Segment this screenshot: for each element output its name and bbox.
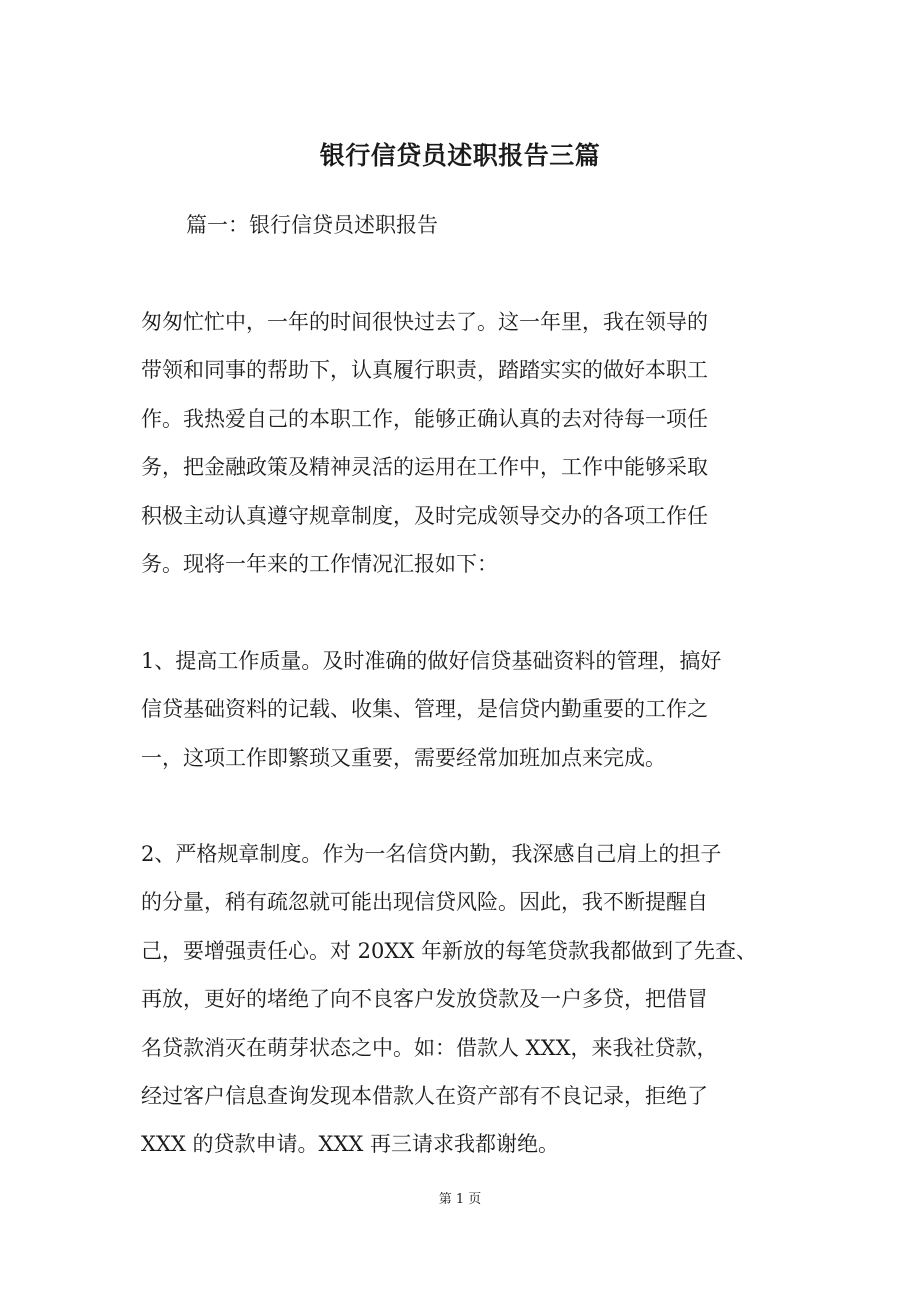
text-line: XXX 的贷款申请。XXX 再三请求我都谢绝。 [141,1132,560,1157]
paragraph-item-1 [141,637,801,782]
paragraph-item-2 [141,830,801,1169]
text-line: 的分量，稍有疏忽就可能出现信贷风险。因此，我不断提醒自 [141,890,708,915]
text-line: 务，把金融政策及精神灵活的运用在工作中，工作中能够采取 [141,455,708,480]
text-line: 务。现将一年来的工作情况汇报如下： [141,551,498,576]
text-line: 己，要增强责任心。对 20XX 年新放的每笔贷款我都做到了先查、 [141,938,757,963]
text-line: 带领和同事的帮助下，认真履行职责，踏踏实实的做好本职工 [141,358,708,383]
text-line: 1、提高工作质量。及时准确的做好信贷基础资料的管理，搞好 [141,649,722,673]
paragraph-intro [141,298,801,588]
text-line: 信贷基础资料的记载、收集、管理，是信贷内勤重要的工作之 [141,697,708,722]
text-line: 匆匆忙忙中，一年的时间很快过去了。这一年里，我在领导的 [141,310,708,334]
text-line: 一，这项工作即繁琐又重要，需要经常加班加点来完成。 [141,745,666,770]
section-heading: 篇一：银行信贷员述职报告 [186,213,438,237]
text-line: 积极主动认真遵守规章制度，及时完成领导交办的各项工作任 [141,503,708,528]
text-line: 再放，更好的堵绝了向不良客户发放贷款及一户多贷，把借冒 [141,987,708,1012]
page-number: 第 1 页 [438,1192,482,1207]
document-title: 银行信贷员述职报告三篇 [319,141,601,170]
text-line: 2、严格规章制度。作为一名信贷内勤，我深感自己肩上的担子 [141,842,722,866]
text-line: 经过客户信息查询发现本借款人在资产部有不良记录，拒绝了 [141,1083,708,1108]
text-line: 名贷款消灭在萌芽状态之中。如：借款人 XXX，来我社贷款， [141,1035,718,1060]
text-line: 作。我热爱自己的本职工作，能够正确认真的去对待每一项任 [141,406,708,431]
